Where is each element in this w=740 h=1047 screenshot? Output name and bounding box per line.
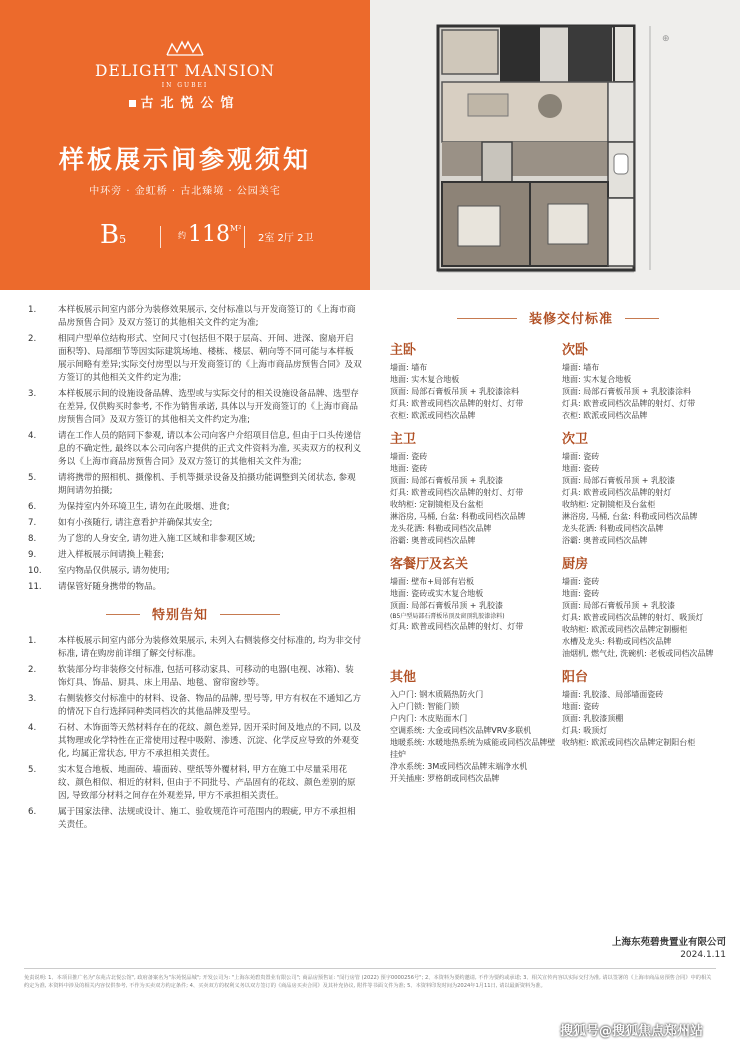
- item-text: 为保持室内外环境卫生, 请勿在此吸烟、进食;: [58, 502, 230, 512]
- divider: [160, 226, 161, 248]
- divider: [220, 614, 280, 615]
- notice-item: [24, 304, 362, 330]
- item-number: 5.: [28, 765, 37, 775]
- item-text: 本样板展示间室内部分为装修效果展示, 交付标准以与开发商签订的《上海市商品房预售合同》及双方签订的其他相关文件约定为准;: [58, 305, 356, 328]
- item-number: 3.: [28, 694, 37, 704]
- watermark: 搜狐号@搜狐焦点郑州站: [560, 1024, 704, 1039]
- special-notice-item: [24, 693, 362, 719]
- room-spec: 墙面: 乳胶漆、局部墙面瓷砖 地面: 瓷砖 顶面: 乳胶漆顶棚 灯具: 吸顶灯 收纳柜: 欧派或同档次品牌定制阳台柜: [562, 690, 696, 747]
- room-heading: 其他: [390, 670, 417, 685]
- special-notice-item: [24, 635, 362, 661]
- room-spec: 墙面: 瓷砖 地面: 瓷砖 顶面: 局部石膏板吊顶 + 乳胶漆 灯具: 欧普或同档次品牌的射灯 收纳柜: 定制镜柜及台盆柜 淋浴房, 马桶, 台盆: 科勒或同档次品牌 龙头花洒: 科勒或同档次品牌 浴霸: 奥普或同档次品牌: [562, 452, 698, 545]
- item-number: 4.: [28, 431, 37, 441]
- special-notice-list: [24, 635, 362, 832]
- notice-item: [24, 533, 362, 546]
- brand-square-icon: [129, 100, 136, 107]
- standards-grid: [390, 339, 726, 791]
- item-number: 1.: [28, 305, 37, 315]
- brand-name-cn: 古北悦公馆: [0, 92, 370, 111]
- disclaimer-text: 免责说明: 1、本项目推广名为"东苑古北悦公馆", 政府备案名为"东苑悦品城"; 开发公司为: "上海东苑碧贵置业有限公司"; 商品房预售证: "闵行房管 (2022) 预字0000256号"; 2、本资料为要约邀请, 不作为要约或承诺; 3、相关宣传内容以实际交付为准, 请以签署的《上海市商品房预售合同》中的相关约定为准, 本资料中涉及的相关内容仅供参考, 不作为买卖双方约定条件; 4、买卖双方的权利义务以双方签订的《商品房买卖合同》及其补充协议, 附件等书面文件为准; 5、本资料印发时间为2024年1月11日, 请以最新资料为准。: [24, 975, 712, 989]
- divider: [24, 968, 716, 969]
- item-number: 3.: [28, 389, 37, 399]
- room-spec: 入户门: 钢木质隔热防火门 入户门锁: 智能门锁 户内门: 木皮贴面木门 空调系统: 大金或同档次品牌VRV多联机 地暖系统: 水暖地热系统为威能或同档次品牌壁挂炉 净水系统: 3M或同档次品牌末端净水机 开关插座: 罗格朗或同档次品牌: [390, 690, 556, 783]
- item-text: 请保管好随身携带的物品。: [58, 582, 162, 592]
- special-notice-item: [24, 664, 362, 690]
- notice-item: [24, 565, 362, 578]
- item-text: 请在工作人员的陪同下参观, 请以本公司向客户介绍项目信息, 但由于口头传递信息的不确定性, 最终以本公司向客户提供的正式文件资料为准, 买卖双方的权利义务以《上海市商品房预售合同》及双方签订的其他相关文件为准;: [58, 431, 362, 467]
- standard-block: [390, 666, 558, 785]
- notice-item: [24, 581, 362, 594]
- floor-plan-image: [418, 20, 658, 276]
- room-spec: 灯具: 欧普或同档次品牌的射灯、灯带: [390, 622, 524, 631]
- unit-rooms: 2室 2厅 2卫: [258, 233, 314, 244]
- compass-icon: ⊕: [662, 34, 670, 44]
- item-number: 8.: [28, 534, 37, 544]
- notice-item: [24, 333, 362, 385]
- item-number: 6.: [28, 502, 37, 512]
- page-title: 样板展示间参观须知: [58, 145, 311, 174]
- floor-plan-panel: [370, 0, 740, 290]
- notice-item: [24, 517, 362, 530]
- hero-banner: [0, 0, 370, 290]
- item-text: 室内物品仅供展示, 请勿使用;: [58, 566, 170, 576]
- item-number: 9.: [28, 550, 37, 560]
- standard-block: [562, 339, 730, 422]
- standard-block: [562, 553, 730, 660]
- brand-logo-icon: [166, 40, 204, 56]
- unit-info: [0, 220, 370, 254]
- special-notice-item: [24, 806, 362, 832]
- room-spec: 墙面: 墙布 地面: 实木复合地板 顶面: 局部石膏板吊顶 + 乳胶漆涂料 灯具: 欧普或同档次品牌的射灯、灯带 衣柜: 欧派或同档次品牌: [390, 363, 524, 420]
- special-notice-heading: 特别告知: [24, 604, 362, 623]
- item-text: 属于国家法律、法规或设计、施工、验收规范许可范围内的瑕疵, 甲方不承担相关责任。: [58, 807, 356, 830]
- item-number: 6.: [28, 807, 37, 817]
- item-text: 进入样板展示间请换上鞋套;: [58, 550, 165, 560]
- standards-column: [390, 304, 726, 791]
- item-text: 本样板展示间的设施设备品牌、选型或与实际交付的相关设施设备品牌、选型存在差异, 仅供购买时参考, 不作为销售承诺, 具体以与开发商签订的《上海市商品房预售合同》及双方签订的其他相关文件约定为准;: [58, 389, 359, 425]
- special-notice-item: [24, 764, 362, 803]
- unit-area: 约$118^{M^2}$: [178, 222, 242, 247]
- room-heading: 厨房: [562, 557, 589, 572]
- standard-block: [562, 428, 730, 547]
- room-heading: 阳台: [562, 670, 589, 685]
- special-notice-item: [24, 722, 362, 761]
- room-heading: 主卧: [390, 343, 417, 358]
- standard-block: [390, 339, 558, 422]
- notice-list: [24, 304, 362, 594]
- item-number: 1.: [28, 636, 37, 646]
- item-text: 石材、木饰面等天然材料存在的花纹、颜色差异, 因开采时间及地点的不同, 以及其物理或化学特性在正常使用过程中吸附、渗透、沉淀、化学反应导致的外观变化, 均属正常状态, 甲方不承担相关责任。: [58, 723, 362, 759]
- notice-item: [24, 549, 362, 562]
- item-number: 11.: [28, 582, 42, 592]
- divider: [106, 614, 140, 615]
- room-heading: 次卫: [562, 432, 589, 447]
- tagline: 中环旁 · 金虹桥 · 古北臻境 · 公园美宅: [89, 186, 281, 197]
- room-heading: 客餐厅及玄关: [390, 557, 469, 572]
- divider: [625, 318, 659, 319]
- item-text: 右侧装修交付标准中的材料、设备、物品的品牌, 型号等, 甲方有权在不通知乙方的情况下自行选择同种类同档次的其他品牌及型号。: [58, 694, 362, 717]
- item-number: 10.: [28, 566, 42, 576]
- item-number: 7.: [28, 518, 37, 528]
- room-spec-note: (B5户型局部石膏板吊顶及窗顶乳胶漆涂料): [390, 613, 505, 620]
- notice-item: [24, 472, 362, 498]
- standard-block: [562, 666, 730, 785]
- brand-name-en: DELIGHT MANSION: [95, 62, 275, 80]
- room-spec: 墙面: 瓷砖 地面: 瓷砖 顶面: 局部石膏板吊顶 + 乳胶漆 灯具: 欧普或同档次品牌的射灯、灯带 收纳柜: 定制镜柜及台盆柜 淋浴房, 马桶, 台盆: 科勒或同档次品牌 龙头花洒: 科勒或同档次品牌 浴霸: 奥普或同档次品牌: [390, 452, 526, 545]
- brand-subtitle: IN GUBEI: [161, 82, 209, 89]
- divider: [244, 226, 245, 248]
- company-name: 上海东苑碧贵置业有限公司: [611, 937, 726, 948]
- item-number: 2.: [28, 334, 37, 344]
- standard-block: [390, 553, 558, 660]
- notice-column: [24, 304, 362, 835]
- room-spec: 墙面: 瓷砖 地面: 瓷砖 顶面: 局部石膏板吊顶 + 乳胶漆 灯具: 欧普或同档次品牌的射灯、吸顶灯 收纳柜: 欧派或同档次品牌定制橱柜 水槽及龙头: 科勒或同档次品牌 油烟机, 燃气灶, 洗碗机: 老板或同档次品牌: [562, 577, 714, 658]
- notice-item: [24, 388, 362, 427]
- item-text: 相同户型单位结构形式、空间尺寸(包括但不限于层高、开间、进深、窗扇开启面积等)、局部细节等因实际建筑场地、楼栋、楼层、朝向等不同可能与本样板展示间略有差异;实际交付房型以与开发商签订的《上海市商品房预售合同》及双方签订的其他相关文件约定为准;: [58, 334, 362, 383]
- item-number: 4.: [28, 723, 37, 733]
- item-number: 2.: [28, 665, 37, 675]
- item-text: 实木复合地板、地面砖、墙面砖、壁纸等外覆材料, 甲方在施工中尽量采用花纹、颜色相似、相近的材料, 但由于不同批号、产品固有的花纹、颜色差别的原因, 导致部分材料之间存在外观差异, 甲方不承担相关责任。: [58, 765, 356, 801]
- room-heading: 主卫: [390, 432, 417, 447]
- room-heading: 次卧: [562, 343, 589, 358]
- item-text: 如有小孩随行, 请注意看护并确保其安全;: [58, 518, 213, 528]
- item-text: 软装部分均非装修交付标准, 包括可移动家具、可移动的电器(电视、冰箱)、装饰灯具、饰品、厨具、床上用品、地毯、窗帘窗纱等。: [58, 665, 354, 688]
- standard-block: [390, 428, 558, 547]
- item-text: 请将携带的照相机、摄像机、手机等摄录设备及拍摄功能调整到关闭状态, 参观期间请勿拍摄;: [58, 473, 356, 496]
- notice-item: [24, 430, 362, 469]
- room-spec: 墙面: 壁布+局部有岩板 地面: 瓷砖或实木复合地板 顶面: 局部石膏板吊顶 + 乳胶漆: [390, 577, 504, 610]
- standards-heading: 装修交付标准: [390, 308, 726, 327]
- issue-date: 2024.1.11: [680, 950, 726, 960]
- room-spec: 墙面: 墙布 地面: 实木复合地板 顶面: 局部石膏板吊顶 + 乳胶漆涂料 灯具: 欧普或同档次品牌的射灯、灯带 衣柜: 欧派或同档次品牌: [562, 363, 696, 420]
- unit-code: B5: [100, 220, 127, 250]
- item-text: 本样板展示间室内部分为装修效果展示, 未列入右侧装修交付标准的, 均为非交付标准, 请在购房前详细了解交付标准。: [58, 636, 362, 659]
- notice-item: [24, 501, 362, 514]
- divider: [457, 318, 517, 319]
- item-text: 为了您的人身安全, 请勿进入施工区域和非参观区域;: [58, 534, 256, 544]
- item-number: 5.: [28, 473, 37, 483]
